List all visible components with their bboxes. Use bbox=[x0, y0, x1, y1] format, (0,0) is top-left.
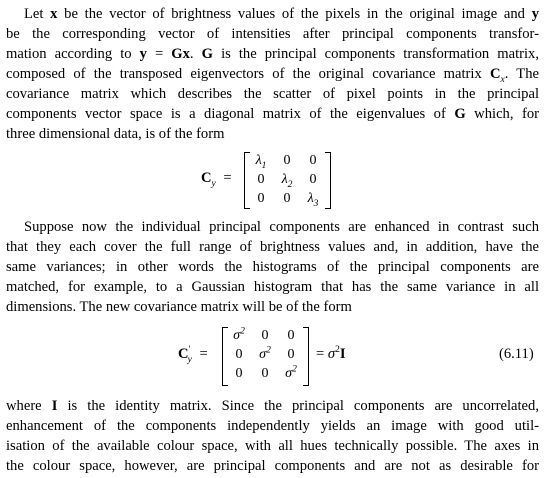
equation-covariance-diagonal bbox=[0, 150, 555, 212]
matrix-cell: 0 bbox=[283, 190, 291, 206]
matrix-cell: 0 bbox=[309, 171, 317, 187]
matrix-cell: $\lambda_1$ bbox=[255, 152, 267, 171]
paragraph-2 bbox=[6, 217, 539, 317]
text-line: Let x be the vector of brightness values of the pixels in the original image and y bbox=[24, 6, 539, 22]
matrix-cell: 0 bbox=[287, 346, 295, 362]
matrix-right-bracket bbox=[303, 327, 309, 386]
equation-6-11 bbox=[0, 324, 555, 388]
paragraph-3 bbox=[6, 396, 539, 476]
matrix-cell: 0 bbox=[257, 190, 265, 206]
matrix-cell: 0 bbox=[235, 365, 243, 381]
equation-rhs: = $\sigma^2I$ bbox=[316, 345, 346, 362]
text-line: three dimensional data, is of the form bbox=[6, 126, 225, 142]
variance-matrix bbox=[226, 326, 304, 383]
matrix-cell: $\lambda_2$ bbox=[281, 171, 293, 190]
text-line: isation of the available colour space, with all hues technically possible. The axes in bbox=[6, 438, 539, 454]
matrix-cell: 0 bbox=[261, 327, 269, 343]
text-line: be the corresponding vector of intensities after principal components transfor- bbox=[6, 26, 539, 42]
text-line: matched, for example, to a Gaussian histogram that has the same variance in all bbox=[6, 279, 539, 295]
matrix-cell: 0 bbox=[261, 365, 269, 381]
text-line: composed of the transposed eigenvectors of the original covariance matrix $C_x$. The bbox=[6, 66, 539, 85]
paragraph-1 bbox=[6, 4, 539, 144]
text-line: dimensions. The new covariance matrix will be of the form bbox=[6, 299, 352, 315]
matrix-cell: 0 bbox=[287, 327, 295, 343]
matrix-cell: $\lambda_3$ bbox=[307, 190, 319, 209]
text-line: components vector space is a diagonal matrix of the eigenvalues of G which, for bbox=[6, 106, 539, 122]
matrix-cell: 0 bbox=[235, 346, 243, 362]
matrix-cell: $\sigma^2$ bbox=[233, 325, 245, 343]
text-line: covariance matrix which describes the scatter of pixel points in the principal bbox=[6, 86, 539, 102]
matrix-cell: 0 bbox=[309, 152, 317, 168]
text-line: the colour space, however, are principal components and are not as desirable for bbox=[6, 458, 539, 474]
text-line: enhancement of the components independently yields an image with good util- bbox=[6, 418, 539, 434]
equation-lhs: $C_y$ = bbox=[201, 170, 232, 189]
equation-lhs: $C'_y$ = bbox=[178, 345, 208, 365]
matrix-cell: 0 bbox=[257, 171, 265, 187]
matrix-cell: $\sigma^2$ bbox=[285, 363, 297, 381]
equation-number: (6.11) bbox=[499, 346, 534, 362]
text-line: mation according to y = Gx. G is the principal components transformation matrix, bbox=[6, 46, 539, 62]
text-line: Suppose now the individual principal components are enhanced in contrast such bbox=[24, 219, 539, 235]
eigenvalue-matrix bbox=[248, 151, 326, 208]
text-line: where I is the identity matrix. Since the principal components are uncorrelated, bbox=[6, 398, 539, 414]
matrix-right-bracket bbox=[325, 152, 331, 209]
text-line: that they each cover the full range of brightness values and, in addition, have the bbox=[6, 239, 539, 255]
matrix-cell: $\sigma^2$ bbox=[259, 344, 271, 362]
matrix-cell: 0 bbox=[283, 152, 291, 168]
text-line: same variances; in other words the histograms of the principal components are bbox=[6, 259, 539, 275]
